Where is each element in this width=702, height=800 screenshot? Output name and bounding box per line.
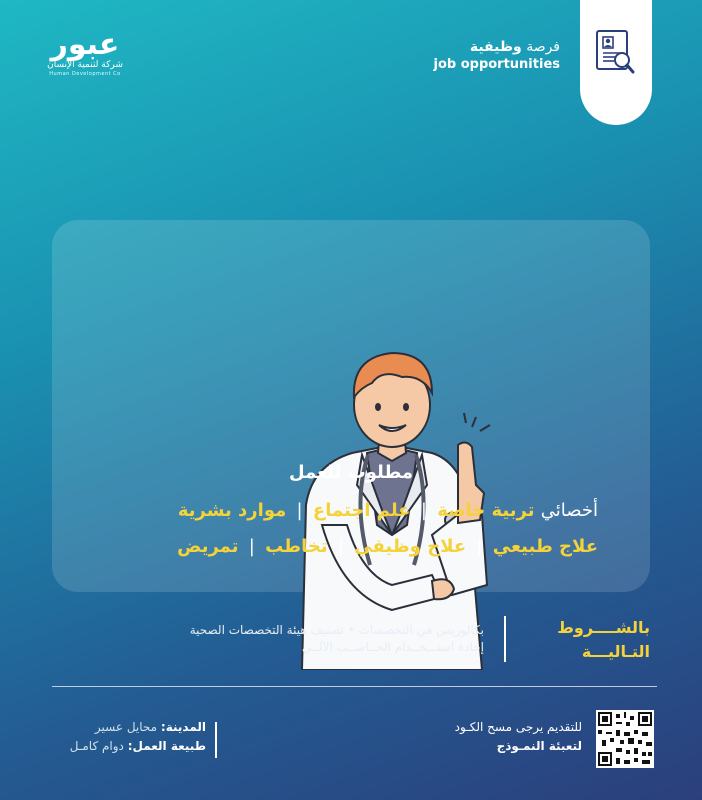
apply-instructions [455, 718, 582, 756]
separator: | [248, 536, 255, 557]
condition-line-1: بكالوريس في التخصصات • تصنيف هيئة التخصصات الصحية [189, 623, 484, 637]
conditions-title-line-2: التـاليـــة [581, 642, 650, 661]
conditions-title [540, 616, 650, 664]
city-value: محايل عسير [94, 720, 158, 734]
specialty-human-resources: موارد بشرية [177, 500, 287, 521]
work-type-label: طبيعة العمل: [127, 739, 206, 753]
header-title-en: job opportunities [433, 57, 560, 72]
separator: | [420, 500, 427, 521]
separator: | [337, 536, 344, 557]
city-label: المدينة: [160, 720, 206, 734]
specialty-occupational-therapy: علاج وظيفي [354, 536, 467, 557]
header-title-ar-bold: وظيفية [469, 39, 522, 55]
specialty-sociology: علم اجتماع [312, 500, 411, 521]
footer-divider [52, 686, 657, 687]
job-heading: مطلوب للعمل [288, 462, 414, 483]
specialty-special-education: تربية خاصة [437, 500, 535, 521]
company-logo [40, 27, 130, 78]
specialty-nursing: تمريض [177, 536, 239, 557]
specialties-line-1 [178, 500, 598, 521]
footer-vertical-divider [215, 722, 217, 758]
work-type-value: دوام كامـل [69, 739, 124, 753]
city-row [70, 718, 206, 737]
id-card-search-icon [594, 28, 636, 78]
specialty-physiotherapy: علاج طبيعي [492, 536, 598, 557]
logo-english: Human Development Co [49, 71, 121, 77]
logo-subtitle: شركة لتنمية الإنسان [47, 60, 123, 70]
header-title [433, 38, 560, 74]
apply-line-1: للتقديم يرجى مسح الكـود [454, 720, 582, 734]
header-title-ar-normal: فرصة [526, 39, 560, 55]
header-title-ar [433, 38, 560, 56]
separator: | [296, 500, 303, 521]
qr-code-pattern [598, 712, 652, 766]
separator: | [476, 536, 483, 557]
conditions-divider [504, 616, 506, 662]
specialty-speech-therapy: تخاطب [265, 536, 328, 557]
qr-code-icon[interactable] [596, 710, 654, 768]
condition-line-2: إجادة استـــخــدام الحــاســب الآلــي [301, 640, 484, 654]
header-tab [580, 0, 652, 125]
conditions-list [190, 622, 484, 656]
specialties-line-2 [177, 536, 598, 557]
apply-line-2-text: لتعبئة النمـوذج [496, 739, 582, 753]
work-type-row [70, 737, 206, 756]
conditions-title-line-1: بالشــــروط [557, 618, 650, 637]
specialist-prefix: أخصائي [540, 500, 598, 521]
job-info [70, 718, 206, 756]
logo-wordmark: عبور [50, 27, 120, 62]
apply-line-2 [455, 737, 582, 756]
